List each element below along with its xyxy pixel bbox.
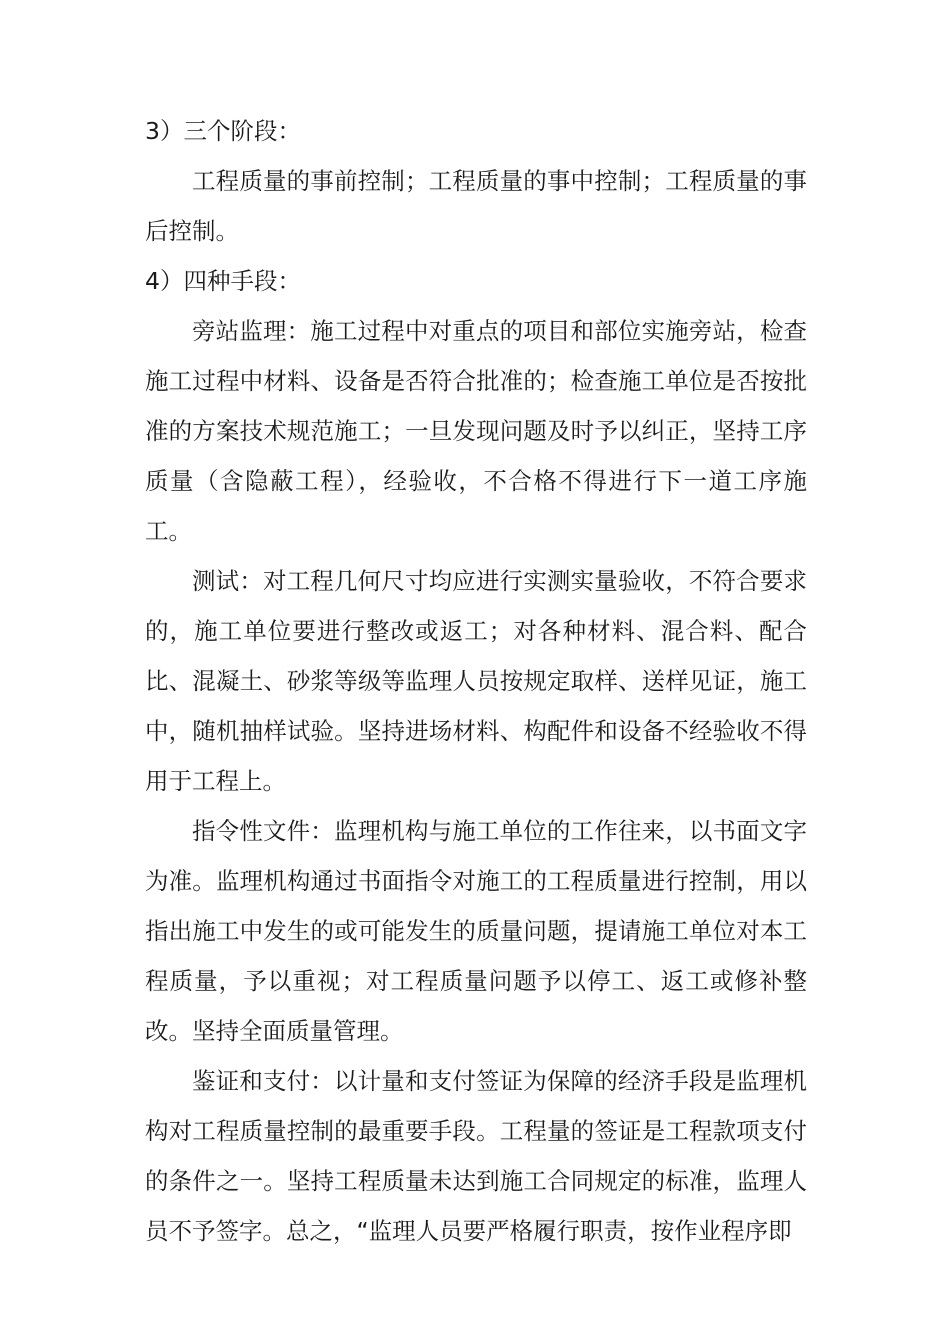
heading-three-stages: 3）三个阶段： [145,117,301,145]
paragraph-directive-documents: 指令性文件：监理机构与施工单位的工作往来，以书面文字为准。监理机构通过书面指令对施工的工程质量进行控制，用以指出施工中发生的或可能发生的质量问题，提请施工单位对本工程质量，予以重视；对工程质量问题予以停工、返工或修补整改。坚持全面质量管理。 [145,817,807,1045]
paragraph-certification-payment: 鉴证和支付：以计量和支付签证为保障的经济手段是监理机构对工程质量控制的最重要手段。工程量的签证是工程款项支付的条件之一。坚持工程质量未达到施工合同规定的标准，监理人员不予签字。总之，“监理人员要严格履行职责，按作业程序即 [145,1067,807,1245]
paragraph-testing: 测试：对工程几何尺寸均应进行实测实量验收，不符合要求的，施工单位要进行整改或返工；对各种材料、混合料、配合比、混凝土、砂浆等级等监理人员按规定取样、送样见证，施工中，随机抽样试验。坚持进场材料、构配件和设备不经验收不得用于工程上。 [145,567,807,795]
heading-four-means: 4）四种手段： [145,267,301,295]
paragraph-side-station-supervision: 旁站监理：施工过程中对重点的项目和部位实施旁站，检查施工过程中材料、设备是否符合批准的；检查施工单位是否按批准的方案技术规范施工；一旦发现问题及时予以纠正，坚持工序质量（含隐蔽工程），经验收，不合格不得进行下一道工序施工。 [145,317,807,545]
document-body [145,106,807,1256]
paragraph-stages: 工程质量的事前控制；工程质量的事中控制；工程质量的事后控制。 [145,167,807,245]
